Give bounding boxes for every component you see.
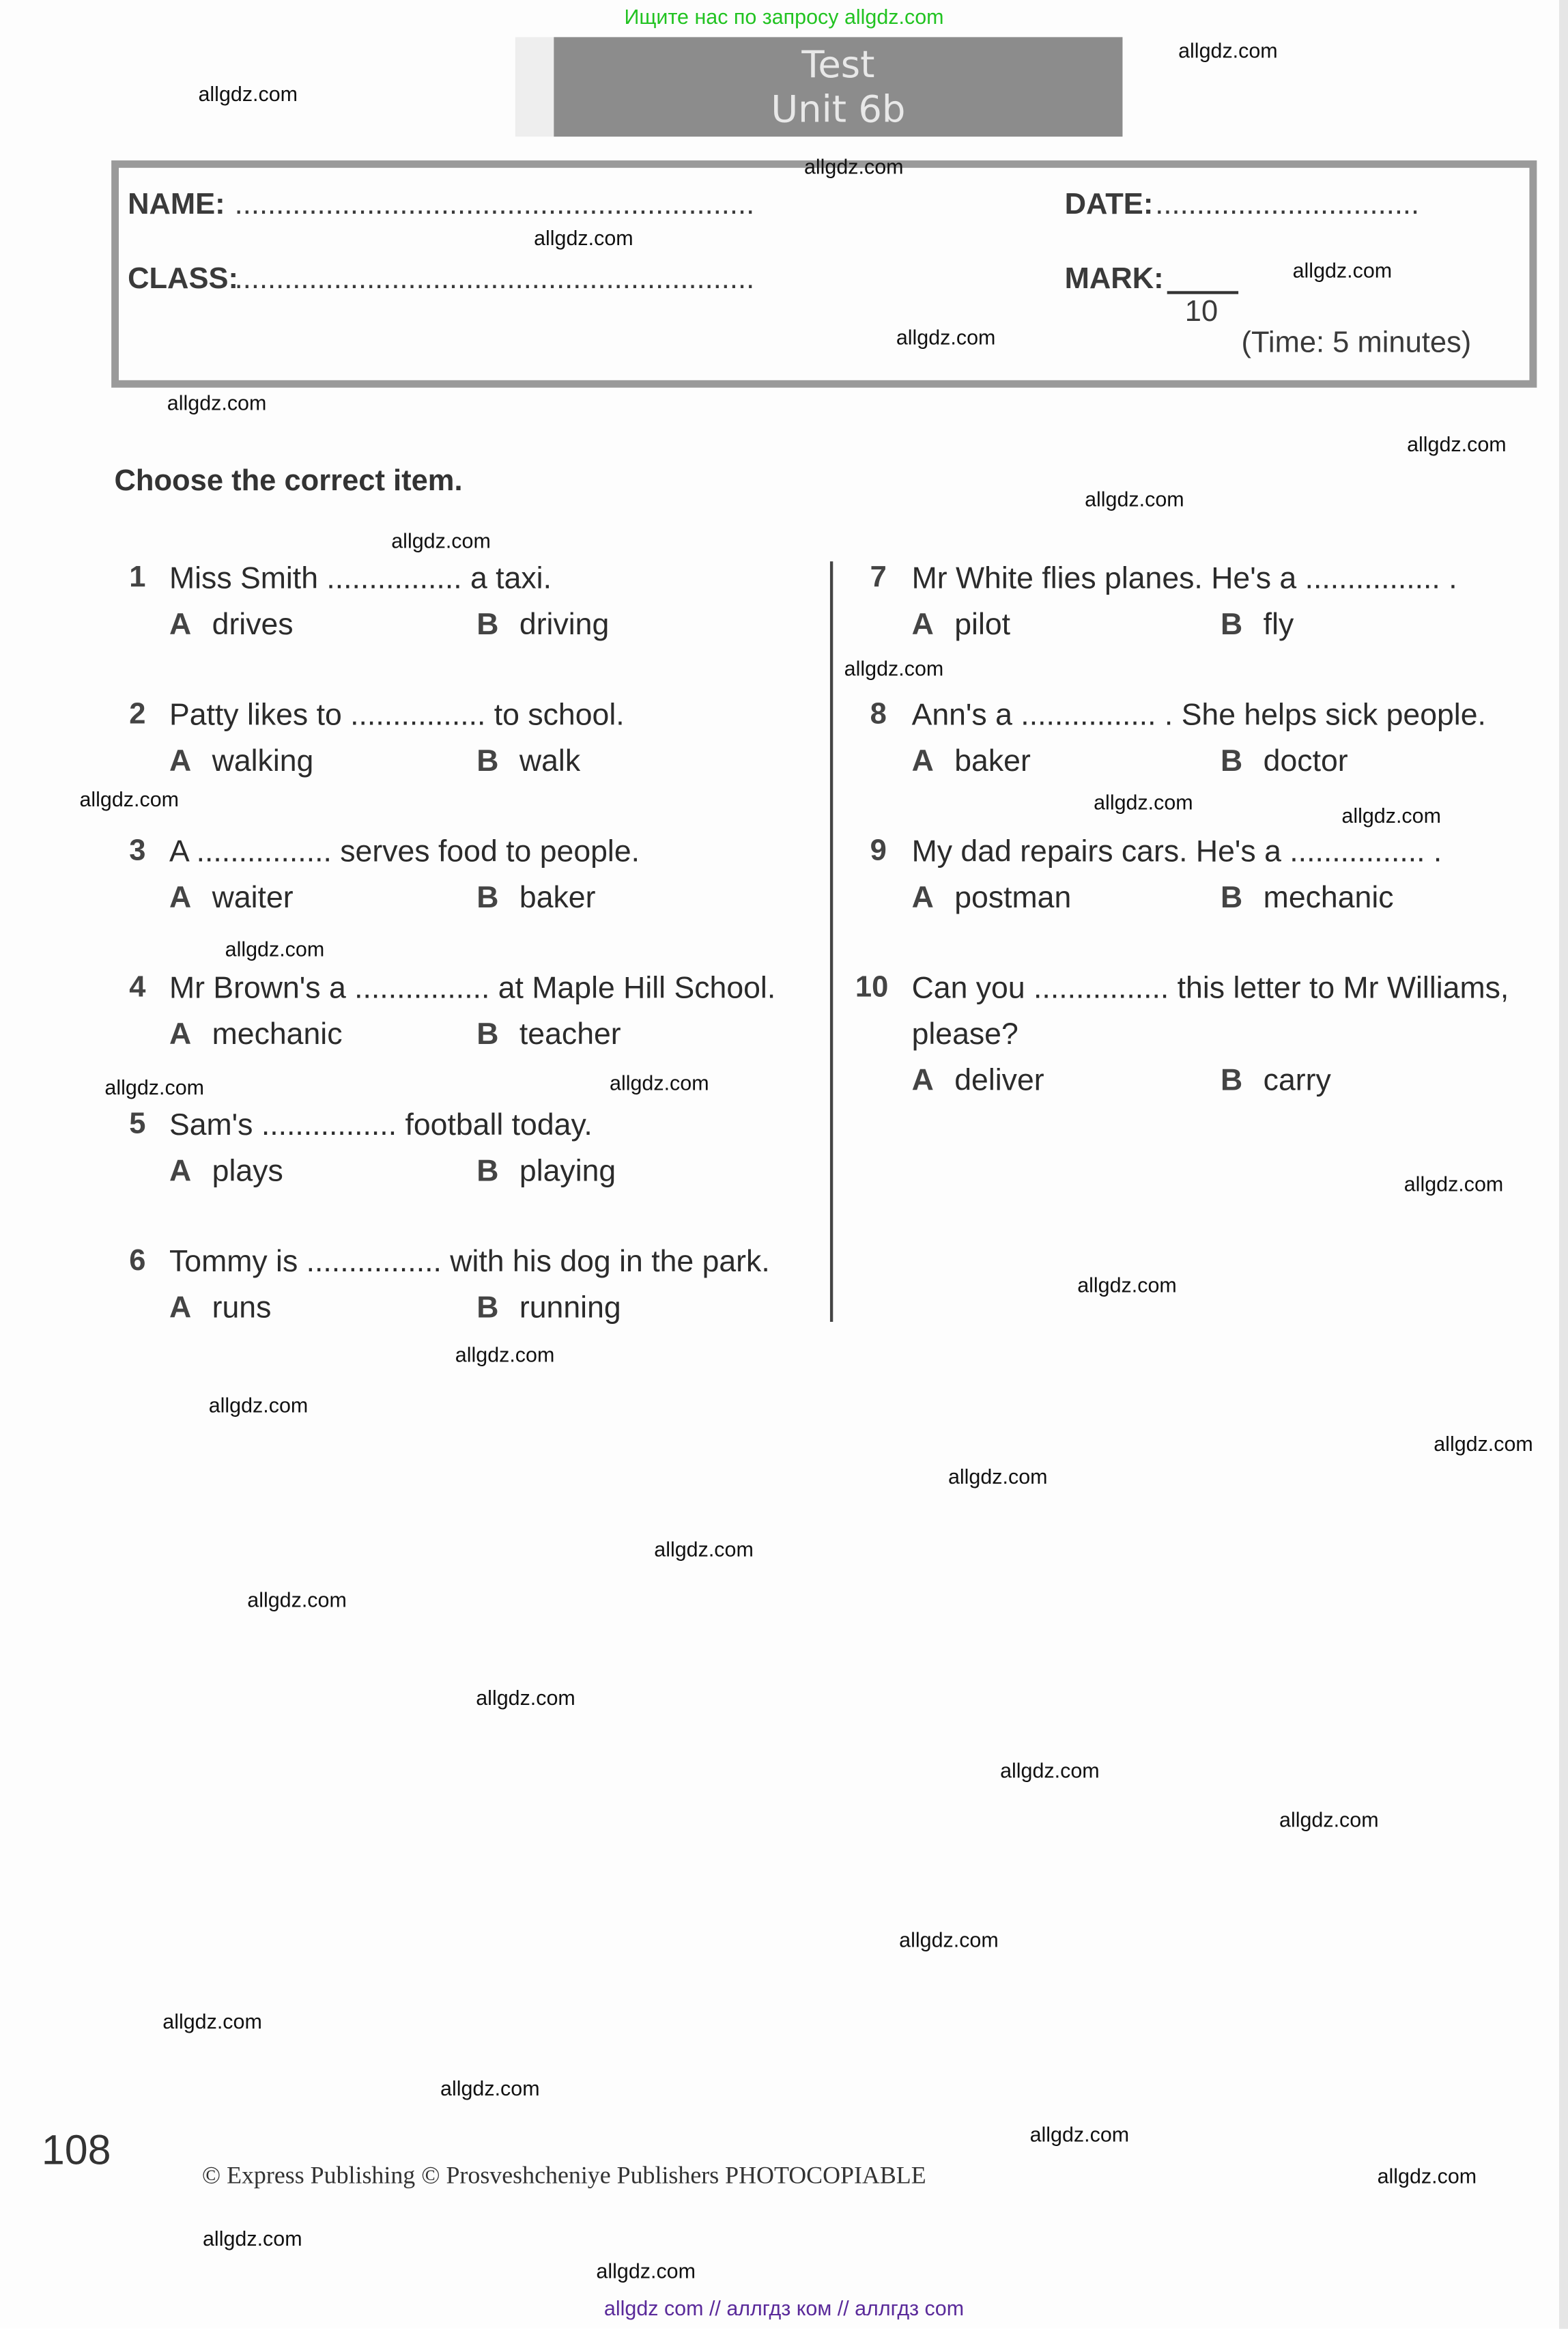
question-text: Can you ................ this letter to Mr Williams, <box>911 971 1509 1006</box>
question-number: 5 <box>129 1107 146 1141</box>
option-b-text: doctor <box>1263 744 1348 778</box>
option-b-letter: B <box>1221 1063 1243 1098</box>
option-a-letter: A <box>169 1290 192 1325</box>
question-number: 8 <box>870 698 887 731</box>
option-b[interactable] <box>1221 881 1394 916</box>
watermark-text: allgdz.com <box>1292 258 1393 283</box>
option-b[interactable] <box>476 1290 621 1325</box>
watermark-text: allgdz.com <box>202 2226 302 2250</box>
time-limit: (Time: 5 minutes) <box>1241 326 1472 360</box>
question-number: 9 <box>870 834 887 868</box>
question-text: Patty likes to ................ to school. <box>169 698 625 733</box>
watermark-text: allgdz.com <box>1403 1172 1504 1196</box>
question-text: Miss Smith ................ a taxi. <box>169 561 552 596</box>
option-a[interactable] <box>169 1017 343 1052</box>
option-a-text: waiter <box>212 880 294 915</box>
option-b[interactable] <box>476 608 609 643</box>
question-text: Ann's a ................ . She helps sick people. <box>911 698 1486 733</box>
question-number: 2 <box>129 698 146 731</box>
name-field[interactable]: ............................................................... <box>234 188 755 222</box>
top-banner-link[interactable]: Ищите нас по запросу allgdz.com <box>624 4 944 29</box>
option-a-text: postman <box>954 880 1072 915</box>
date-field[interactable]: ................................ <box>1155 188 1420 222</box>
watermark-text: allgdz.com <box>899 1928 999 1952</box>
question-text: Sam's ................ football today. <box>169 1107 593 1142</box>
option-b-text: playing <box>519 1154 616 1189</box>
option-b-letter: B <box>1221 744 1243 778</box>
option-b[interactable] <box>476 1154 616 1189</box>
watermark-text: allgdz.com <box>208 1393 309 1417</box>
watermark-text: allgdz.com <box>1279 1807 1379 1831</box>
option-b-letter: B <box>476 1017 499 1052</box>
title-line-1: Test <box>801 43 875 87</box>
option-a-text: runs <box>212 1290 272 1325</box>
option-a-letter: A <box>169 744 192 778</box>
option-b-text: running <box>519 1290 621 1325</box>
watermark-text: allgdz.com <box>391 528 491 553</box>
watermark-text: allgdz.com <box>1029 2122 1130 2147</box>
option-b-text: baker <box>519 880 596 915</box>
option-a[interactable] <box>169 744 313 779</box>
watermark-text: allgdz.com <box>534 225 633 250</box>
option-b-text: walk <box>519 744 581 778</box>
watermark-text: allgdz.com <box>1000 1758 1100 1783</box>
column-divider <box>830 561 833 1322</box>
watermark-text: allgdz.com <box>1085 487 1184 511</box>
option-b[interactable] <box>476 881 595 916</box>
watermark-text: allgdz.com <box>596 2259 696 2283</box>
watermark-text: allgdz.com <box>198 81 298 106</box>
option-b-letter: B <box>476 744 499 778</box>
name-label: NAME: <box>128 188 225 222</box>
option-b-text: carry <box>1263 1063 1331 1098</box>
option-a[interactable] <box>169 1154 283 1189</box>
option-b-letter: B <box>476 607 499 642</box>
watermark-text: allgdz.com <box>455 1342 555 1367</box>
option-a[interactable] <box>912 1063 1044 1098</box>
question-text: My dad repairs cars. He's a ................ . <box>911 834 1442 869</box>
watermark-text: allgdz.com <box>1407 432 1507 456</box>
option-a[interactable] <box>912 881 1072 916</box>
option-b[interactable] <box>1221 1063 1331 1098</box>
option-b-text: teacher <box>519 1017 621 1052</box>
option-a[interactable] <box>169 608 294 643</box>
option-b[interactable] <box>476 744 580 779</box>
option-a-letter: A <box>169 1017 192 1052</box>
watermark-text: allgdz.com <box>803 154 904 178</box>
option-a-letter: A <box>911 607 934 642</box>
option-a[interactable] <box>912 744 1031 779</box>
watermark-text: allgdz.com <box>79 787 180 811</box>
option-a-text: drives <box>212 607 294 642</box>
title-line-2: Unit 6b <box>771 87 906 131</box>
date-label: DATE: <box>1064 188 1154 222</box>
option-a-text: mechanic <box>212 1017 343 1052</box>
watermark-text: allgdz.com <box>1094 790 1193 814</box>
question-number: 7 <box>870 561 887 595</box>
watermark-text: allgdz.com <box>104 1075 205 1099</box>
option-a-text: baker <box>954 744 1031 778</box>
option-b-letter: B <box>476 880 499 915</box>
question-number: 6 <box>129 1244 146 1278</box>
class-label: CLASS: <box>128 263 239 296</box>
question-text: Mr Brown's a ................ at Maple Hill School. <box>169 971 776 1006</box>
option-a-letter: A <box>169 880 192 915</box>
watermark-text: allgdz.com <box>1341 803 1441 828</box>
page-edge-shadow <box>1559 0 1568 2329</box>
question-text-cont: please? <box>911 1017 1018 1052</box>
mark-label: MARK: <box>1064 263 1164 296</box>
option-a-text: deliver <box>954 1063 1044 1098</box>
mark-field[interactable] <box>1167 291 1238 294</box>
option-a-text: walking <box>212 744 314 778</box>
option-a-letter: A <box>169 607 192 642</box>
option-b-letter: B <box>476 1290 499 1325</box>
bottom-banner-link[interactable]: allgdz com // аллгдз ком // аллгдз com <box>603 2296 965 2320</box>
watermark-text: allgdz.com <box>167 390 267 414</box>
question-number: 10 <box>855 971 889 1004</box>
option-b-text: fly <box>1263 607 1294 642</box>
watermark-text: allgdz.com <box>947 1464 1048 1488</box>
option-a[interactable] <box>169 881 294 916</box>
class-field[interactable]: ............................................................... <box>234 263 755 296</box>
option-a-letter: A <box>911 880 934 915</box>
option-b-text: driving <box>519 607 610 642</box>
option-a[interactable] <box>169 1290 271 1325</box>
test-title-box <box>554 37 1122 137</box>
option-a-letter: A <box>911 1063 934 1098</box>
mark-total: 10 <box>1184 295 1218 328</box>
option-a[interactable] <box>912 608 1010 643</box>
copyright-notice: © Express Publishing © Prosveshcheniye Publishers PHOTOCOPIABLE <box>201 2160 926 2190</box>
option-b-text: mechanic <box>1263 880 1394 915</box>
watermark-text: allgdz.com <box>247 1587 347 1611</box>
question-text: Tommy is ................ with his dog in the park. <box>169 1244 770 1279</box>
option-b[interactable] <box>1221 608 1294 643</box>
question-text: A ................ serves food to people. <box>169 834 640 869</box>
watermark-text: allgdz.com <box>844 656 944 681</box>
watermark-text: allgdz.com <box>1434 1431 1533 1456</box>
option-a-text: pilot <box>954 607 1011 642</box>
page-number: 108 <box>41 2126 111 2173</box>
watermark-text: allgdz.com <box>896 325 996 350</box>
question-number: 3 <box>129 834 146 868</box>
watermark-text: allgdz.com <box>654 1537 754 1562</box>
option-b-letter: B <box>1221 607 1243 642</box>
option-b-letter: B <box>476 1154 499 1189</box>
watermark-text: allgdz.com <box>162 2009 262 2033</box>
question-text: Mr White flies planes. He's a ................ . <box>911 561 1457 596</box>
question-number: 4 <box>129 971 146 1004</box>
watermark-text: allgdz.com <box>476 1685 575 1710</box>
option-a-text: plays <box>212 1154 283 1189</box>
option-b-letter: B <box>1221 880 1243 915</box>
watermark-text: allgdz.com <box>1077 1273 1177 1297</box>
watermark-text: allgdz.com <box>1377 2164 1477 2188</box>
watermark-text: allgdz.com <box>440 2076 540 2100</box>
watermark-text: allgdz.com <box>610 1071 709 1095</box>
option-a-letter: A <box>169 1154 192 1189</box>
question-number: 1 <box>129 561 146 595</box>
watermark-text: allgdz.com <box>225 937 325 961</box>
option-b[interactable] <box>1221 744 1348 779</box>
instruction: Choose the correct item. <box>114 464 463 498</box>
watermark-text: allgdz.com <box>1178 38 1278 63</box>
title-shadow <box>515 37 560 137</box>
option-a-letter: A <box>911 744 934 778</box>
option-b[interactable] <box>476 1017 621 1052</box>
